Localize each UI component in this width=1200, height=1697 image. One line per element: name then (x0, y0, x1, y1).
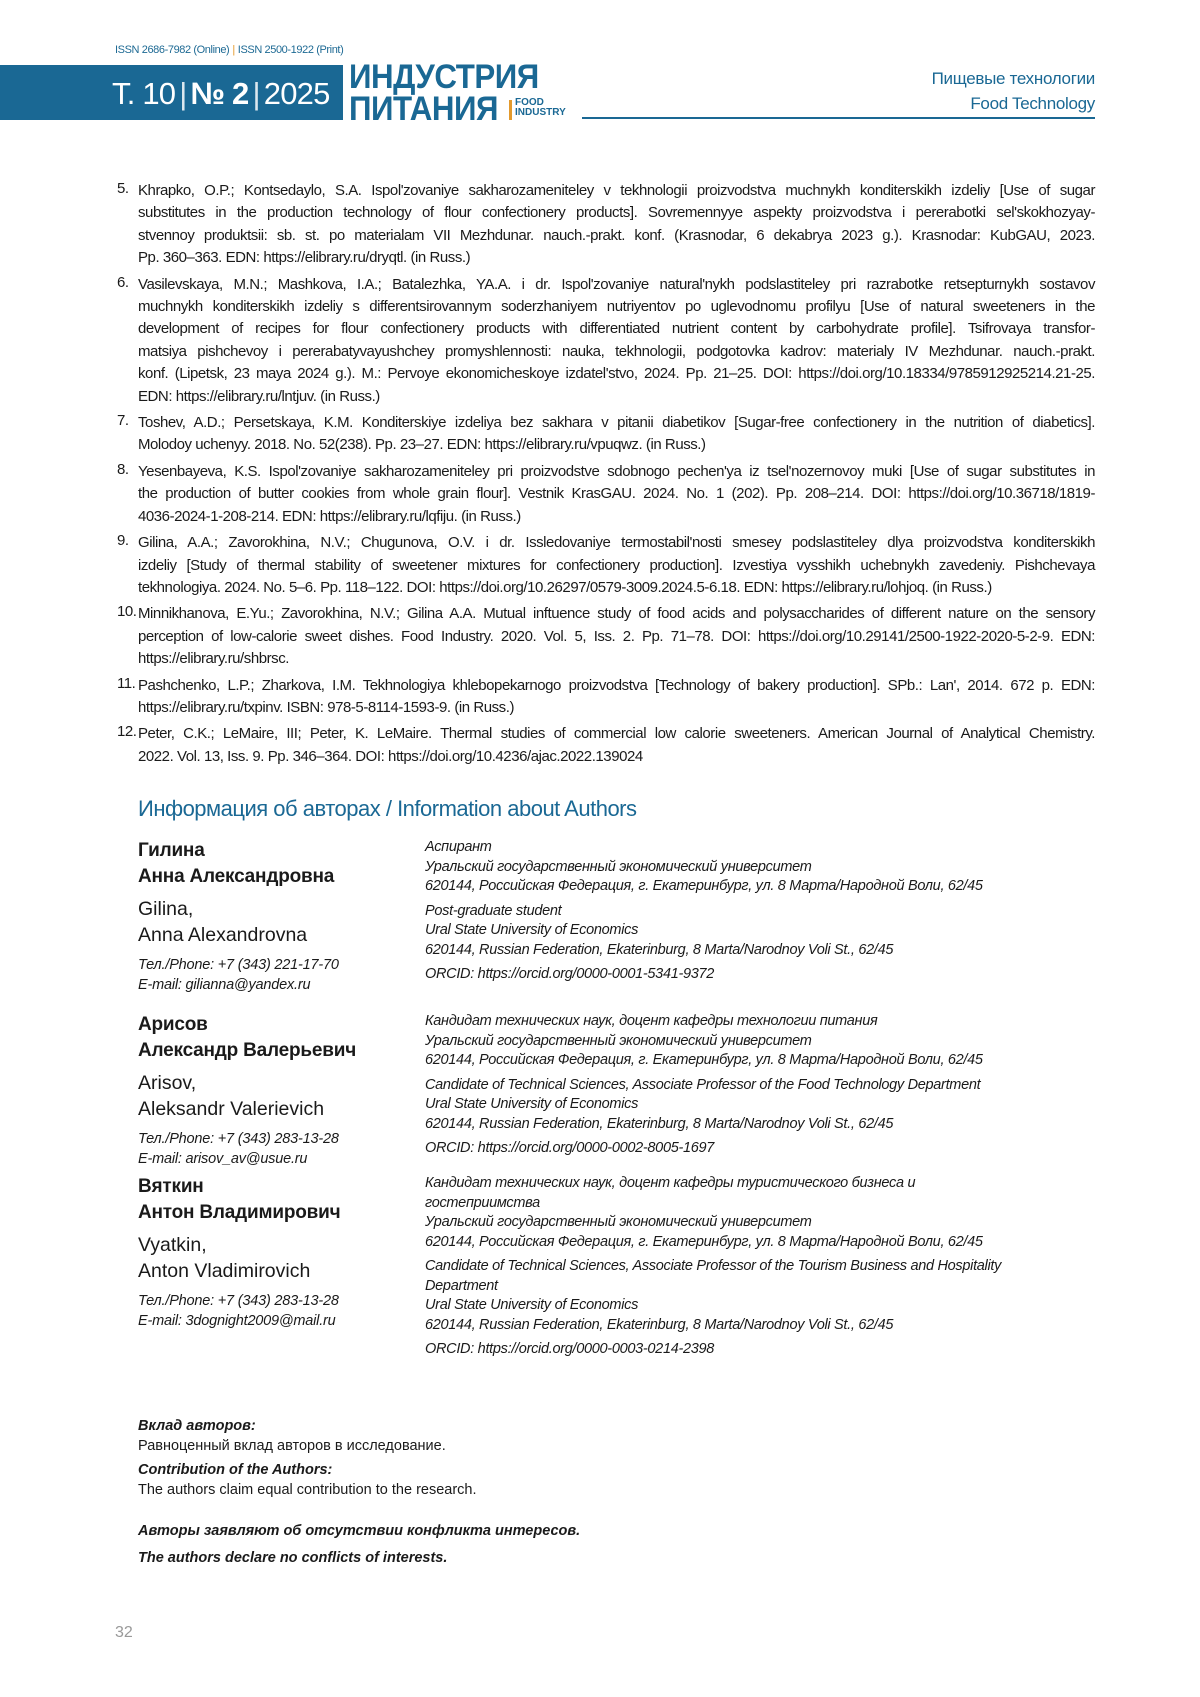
orcid-link[interactable]: ORCID: https://orcid.org/0000-0002-8005-1697 (425, 1139, 1105, 1159)
position-en: Candidate of Technical Sciences, Associate Professor of the Food Technology Department (425, 1076, 1105, 1096)
conflict-block (138, 1518, 580, 1572)
authors-heading: Информация об авторах / Information about Authors (138, 796, 637, 822)
author-contact (138, 1130, 418, 1169)
author-affiliation (425, 1012, 1105, 1159)
reference-text-line: https://elibrary.ru/txpinv. ISBN: 978-5-8114-1593-9. (in Russ.) (138, 697, 1095, 719)
logo-en-line1: FOOD (515, 98, 566, 108)
reference-text-line: tekhnologiya. 2024. No. 5–6. Pp. 118–122. DOI: https://doi.org/10.26297/0579-3009.2024.5-6.18. EDN: https://elibrary.ru/lohjoq. (in Russ.) (138, 577, 1095, 599)
logo-divider (509, 100, 512, 120)
author-names (138, 1012, 418, 1169)
position-ru: Кандидат технических наук, доцент кафедры технологии питания (425, 1012, 1105, 1032)
reference-text-line: Yesenbayeva, K.S. Ispol'zovaniye sakharozameniteley pri proizvodstve sdobnogo pechen'ya iz tsel'nozernovoy muki [Use of sugar substitutes in (138, 461, 1095, 483)
name-en (138, 896, 418, 948)
volume-issue-year: Т. 10 | № 2 | 2025 (112, 76, 330, 112)
reference-text-line: Vasilevskaya, M.N.; Mashkova, I.A.; Batalezhka, YA.A. i dr. Ispol'zovaniye natural'nykh podslastiteley pri razrabotke retsepturnykh sostavov (138, 274, 1095, 296)
issue: № 2 (190, 76, 248, 111)
organization-en: Ural State University of Economics (425, 1296, 1105, 1316)
surname-ru: Гилина (138, 838, 418, 864)
email-link[interactable]: E-mail: gilianna@yandex.ru (138, 976, 418, 996)
reference-text-line: izdeliy [Study of thermal stability of sweetener mixtures for confectionery production]. Izvestiya vysshikh uchebnykh zavedeniy. Pishchevaya (138, 555, 1095, 577)
reference-text-line: development of recipes for flour confectionery products with differentiated nutrient content by carbohydrate profile]. Tsifrovaya transfor- (138, 318, 1095, 340)
contribution-ru-label: Вклад авторов: (138, 1416, 477, 1436)
section-rubric (932, 66, 1095, 116)
rubric-en: Food Technology (932, 91, 1095, 116)
contribution-en: The authors claim equal contribution to the research. (138, 1480, 477, 1500)
position-en: Post-graduate student (425, 902, 1105, 922)
author-names (138, 838, 418, 995)
reference-text-line: perception of low-calorie sweet dishes. Food Industry. 2020. Vol. 5, Iss. 2. Pp. 71–78. DOI: https://doi.org/10.29141/2500-1922-2020-5-2-9. EDN: (138, 626, 1095, 648)
rubric-ru: Пищевые технологии (932, 66, 1095, 91)
contribution-en-label: Contribution of the Authors: (138, 1460, 477, 1480)
reference-number: 11. (117, 675, 135, 692)
reference-text-line: konf. (Lipetsk, 23 maya 2024 g.). M.: Pervoye ekonomicheskoye izdatel'stvo, 2024. Pp. 21–25. DOI: https://doi.org/10.18334/9785912925214.21-25. (138, 363, 1095, 385)
given-name-en: Anna Alexandrovna (138, 922, 418, 948)
position-en: Candidate of Technical Sciences, Associate Professor of the Tourism Business and Hospitality (425, 1257, 1105, 1277)
reference-text-line: 2022. Vol. 13, Iss. 9. Pp. 346–364. DOI: https://doi.org/10.4236/ajac.2022.139024 (138, 746, 1095, 768)
journal-logo-line1: ИНДУСТРИЯ (349, 58, 539, 97)
given-name-ru: Антон Владимирович (138, 1200, 418, 1226)
reference-text-line: Minnikhanova, E.Yu.; Zavorokhina, N.V.; Gilina A.A. Mutual inftuence study of food acids and polysaccharides of different nature on the sensory (138, 603, 1095, 625)
position-en: Department (425, 1277, 1105, 1297)
journal-logo-en (515, 98, 566, 118)
issn-line: ISSN 2686-7982 (Online) | ISSN 2500-1922 (Print) (115, 44, 343, 56)
journal-logo-line2: ПИТАНИЯ (349, 90, 498, 129)
surname-en: Gilina, (138, 896, 418, 922)
reference-item (117, 461, 1095, 528)
phone: Тел./Phone: +7 (343) 283-13-28 (138, 1130, 418, 1150)
contribution-block (138, 1416, 477, 1500)
address-en: 620144, Russian Federation, Ekaterinburg, 8 Marta/Narodnoy Voli St., 62/45 (425, 1316, 1105, 1336)
author-affiliation (425, 838, 1105, 985)
phone: Тел./Phone: +7 (343) 221-17-70 (138, 956, 418, 976)
position-ru: гостеприимства (425, 1194, 1105, 1214)
author-affiliation (425, 1174, 1105, 1360)
given-name-en: Anton Vladimirovich (138, 1258, 418, 1284)
reference-item (117, 180, 1095, 270)
name-en (138, 1070, 418, 1122)
phone: Тел./Phone: +7 (343) 283-13-28 (138, 1292, 418, 1312)
reference-item (117, 274, 1095, 408)
surname-ru: Вяткин (138, 1174, 418, 1200)
position-ru: Аспирант (425, 838, 1105, 858)
reference-text-line: Toshev, A.D.; Persetskaya, K.M. Konditerskiye izdeliya bez sakhara v pitanii diabetikov [Sugar-free confectionery in the nutrition of diabetics]. (138, 412, 1095, 434)
reference-text-line: substitutes in the production technology of flour confectionery products]. Sovremennyye aspekty proizvodstva i pererabotki sel'skokhozyay- (138, 202, 1095, 224)
position-ru: Кандидат технических наук, доцент кафедры туристического бизнеса и (425, 1174, 1105, 1194)
reference-text-line: Khrapko, O.P.; Kontsedaylo, S.A. Ispol'zovaniye sakharozameniteley v tekhnologii proizvodstva muchnykh konditerskikh izdeliy [Use of sugar (138, 180, 1095, 202)
given-name-en: Aleksandr Valerievich (138, 1096, 418, 1122)
issn-print: ISSN 2500-1922 (Print) (238, 44, 344, 56)
surname-en: Vyatkin, (138, 1232, 418, 1258)
author-names (138, 1174, 418, 1331)
conflict-ru: Авторы заявляют об отсутствии конфликта интересов. (138, 1518, 580, 1545)
reference-item (117, 603, 1095, 670)
given-name-ru: Анна Александровна (138, 864, 418, 890)
email-link[interactable]: E-mail: 3dognight2009@mail.ru (138, 1312, 418, 1332)
address-ru: 620144, Российская Федерация, г. Екатеринбург, ул. 8 Марта/Народной Воли, 62/45 (425, 877, 1105, 897)
organization-ru: Уральский государственный экономический университет (425, 1213, 1105, 1233)
reference-text-line: Peter, C.K.; LeMaire, III; Peter, K. LeMaire. Thermal studies of commercial low calorie sweeteners. American Journal of Analytical Chemistry. (138, 723, 1095, 745)
logo-en-line2: INDUSTRY (515, 108, 566, 118)
email-link[interactable]: E-mail: arisov_av@usue.ru (138, 1150, 418, 1170)
organization-en: Ural State University of Economics (425, 1095, 1105, 1115)
reference-item (117, 675, 1095, 720)
reference-number: 9. (117, 532, 129, 549)
orcid-link[interactable]: ORCID: https://orcid.org/0000-0001-5341-9372 (425, 965, 1105, 985)
name-en (138, 1232, 418, 1284)
volume: Т. 10 (112, 76, 175, 111)
reference-text-line: the production of butter cookies from whole grain flour]. Vestnik KrasGAU. 2024. No. 1 (202). Pp. 208–214. DOI: https://doi.org/10.36718/1819- (138, 483, 1095, 505)
surname-ru: Арисов (138, 1012, 418, 1038)
reference-text-line: 4036-2024-1-208-214. EDN: https://elibrary.ru/lqfiju. (in Russ.) (138, 506, 1095, 528)
page-number: 32 (115, 1624, 133, 1642)
address-ru: 620144, Российская Федерация, г. Екатеринбург, ул. 8 Марта/Народной Воли, 62/45 (425, 1051, 1105, 1071)
reference-number: 10. (117, 603, 137, 620)
address-ru: 620144, Российская Федерация, г. Екатеринбург, ул. 8 Марта/Народной Воли, 62/45 (425, 1233, 1105, 1253)
reference-text-line: muchnykh konditerskikh izdeliy s differentsirovannym soderzhaniyem nutriyentov po uglevodnomu profilyu [Use of natural sweeteners in the (138, 296, 1095, 318)
reference-text-line: Pashchenko, L.P.; Zharkova, I.M. Tekhnologiya khlebopekarnogo proizvodstva [Technology of bakery production]. SPb.: Lan', 2014. 672 p. EDN: (138, 675, 1095, 697)
header-rule (582, 117, 1095, 119)
organization-ru: Уральский государственный экономический университет (425, 858, 1105, 878)
address-en: 620144, Russian Federation, Ekaterinburg, 8 Marta/Narodnoy Voli St., 62/45 (425, 1115, 1105, 1135)
reference-item (117, 412, 1095, 457)
surname-en: Arisov, (138, 1070, 418, 1096)
reference-number: 8. (117, 461, 129, 478)
reference-item (117, 532, 1095, 599)
organization-ru: Уральский государственный экономический университет (425, 1032, 1105, 1052)
address-en: 620144, Russian Federation, Ekaterinburg, 8 Marta/Narodnoy Voli St., 62/45 (425, 941, 1105, 961)
reference-number: 6. (117, 274, 129, 291)
author-contact (138, 1292, 418, 1331)
reference-text-line: Molodoy uchenyy. 2018. No. 52(238). Pp. 23–27. EDN: https://elibrary.ru/vpuqwz. (in Russ.) (138, 434, 1095, 456)
reference-text-line: Gilina, A.A.; Zavorokhina, N.V.; Chugunova, O.V. i dr. Issledovaniye termostabil'nosti smesey podslastiteley dlya proizvodstva konditerskikh (138, 532, 1095, 554)
reference-list (117, 180, 1095, 772)
reference-text-line: EDN: https://elibrary.ru/lntjuv. (in Russ.) (138, 386, 1095, 408)
year: 2025 (264, 76, 330, 111)
issn-online: ISSN 2686-7982 (Online) (115, 44, 229, 56)
given-name-ru: Александр Валерьевич (138, 1038, 418, 1064)
conflict-en: The authors declare no conflicts of interests. (138, 1545, 580, 1572)
author-contact (138, 956, 418, 995)
contribution-ru: Равноценный вклад авторов в исследование. (138, 1436, 477, 1456)
reference-number: 7. (117, 412, 129, 429)
organization-en: Ural State University of Economics (425, 921, 1105, 941)
reference-number: 12. (117, 723, 137, 740)
reference-item (117, 723, 1095, 768)
reference-text-line: https://elibrary.ru/shbrsc. (138, 648, 1095, 670)
reference-text-line: stvennoy produktsii: sb. st. po materialam VII Mezhdunar. nauch.-prakt. konf. (Krasnodar, 6 dekabrya 2023 g.). Krasnodar: KubGAU, 2023. (138, 225, 1095, 247)
reference-number: 5. (117, 180, 129, 197)
orcid-link[interactable]: ORCID: https://orcid.org/0000-0003-0214-2398 (425, 1340, 1105, 1360)
reference-text-line: Pp. 360–363. EDN: https://elibrary.ru/dryqtl. (in Russ.) (138, 247, 1095, 269)
reference-text-line: matsiya pishchevoy i pererabatyvayushchey promyshlennosti: nauka, tekhnologii, podgotovka kadrov: materialy IV Mezhdunar. nauch.-prakt. (138, 341, 1095, 363)
